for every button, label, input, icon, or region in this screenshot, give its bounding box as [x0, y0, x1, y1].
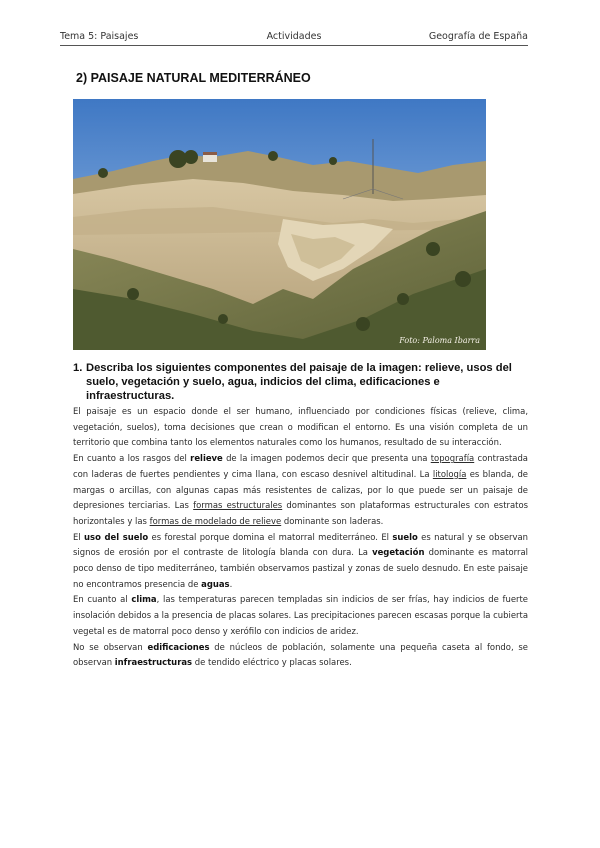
text-span: En cuanto al	[73, 594, 132, 605]
underlined-formas-estructurales: formas estructurales	[193, 500, 283, 511]
keyword-vegetacion: vegetación	[372, 547, 425, 558]
landscape-photo	[73, 99, 486, 350]
text-span: El	[73, 531, 85, 542]
text-span: .	[229, 578, 233, 589]
question-text: Describa los siguientes componentes del paisaje de la imagen: relieve, usos del suelo, vegetación y suelo, agua, indicios del clima, edificaciones e infraestructuras.	[86, 362, 512, 402]
keyword-edificaciones: edificaciones	[147, 641, 210, 652]
paragraph-land-use	[73, 530, 528, 593]
photo-credit: Foto: Paloma Ibarra	[399, 336, 480, 345]
text-span: es natural y se observan signos de erosión por el contraste de litología blanda con dura. La	[73, 531, 529, 558]
paragraph-buildings	[73, 640, 528, 671]
text-span: En cuanto a los rasgos del	[73, 453, 191, 464]
paragraph-definition: El paisaje es un espacio donde el ser humano, influenciado por condiciones físicas (relieve, clima, vegetación, suelos), toma decisiones que crean o modifican el entorno. Es una visión completa de un territorio que combina tanto los elementos naturales como los humanos, resultado de su interacción.	[73, 406, 528, 448]
keyword-uso-del-suelo: uso del suelo	[84, 531, 149, 542]
section-title: 2) PAISAJE NATURAL MEDITERRÁNEO	[76, 71, 311, 85]
landscape-illustration	[73, 99, 486, 350]
header-topic: Tema 5: Paisajes	[60, 31, 139, 42]
page-header	[60, 31, 528, 46]
text-span: , las temperaturas parecen templadas sin indicios de ser frías, hay indicios de fuerte insolación debidos a la presencia de placas solares. Las precipitaciones parecen escasas porque la cubierta vegetal es de matorral poco denso y xerófilo con indicios de aridez.	[73, 594, 529, 636]
paragraph-climate	[73, 592, 528, 639]
text-span: es forestal porque domina el matorral mediterráneo. El	[148, 531, 393, 542]
text-span: dominante son laderas.	[281, 515, 384, 526]
text-span: dominante es matorral poco denso de tipo mediterráneo, también observamos pastizal y zonas de suelo desnudo. En este paisaje no encontramos presencia de	[73, 547, 528, 589]
underlined-topografia: topografía	[430, 453, 475, 464]
text-span: de tendido eléctrico y placas solares.	[192, 657, 352, 668]
text-span: No se observan	[73, 641, 148, 652]
header-subject: Geografía de España	[428, 31, 528, 42]
question-number: 1.	[73, 362, 83, 374]
header-section: Actividades	[266, 31, 322, 42]
text-span: de la imagen podemos decir que presenta una	[222, 453, 431, 464]
answer-text	[73, 404, 528, 671]
question-1	[73, 361, 513, 403]
text-span: contrastada con laderas de fuertes pendientes y cima llana, con escaso desnivel altitudinal. La	[73, 453, 528, 479]
keyword-aguas: aguas	[201, 578, 230, 589]
paragraph-relief	[73, 451, 528, 530]
text-span: dominantes son plataformas estructurales con estratos horizontales y las	[73, 500, 529, 526]
keyword-suelo: suelo	[392, 531, 418, 542]
text-span: es blanda, de margas o arcillas, con algunas capas más resistentes de calizas, por lo que puede ser un paisaje de depresiones terciarias. Las	[73, 468, 528, 511]
keyword-infraestructuras: infraestructuras	[114, 657, 193, 668]
text-span: de núcleos de población, solamente una pequeña caseta al fondo, se observan	[73, 641, 528, 668]
underlined-litologia: litología	[432, 468, 467, 479]
keyword-clima: clima	[131, 594, 157, 605]
underlined-formas-modelado: formas de modelado de relieve	[149, 515, 282, 526]
keyword-relieve: relieve	[190, 453, 223, 464]
